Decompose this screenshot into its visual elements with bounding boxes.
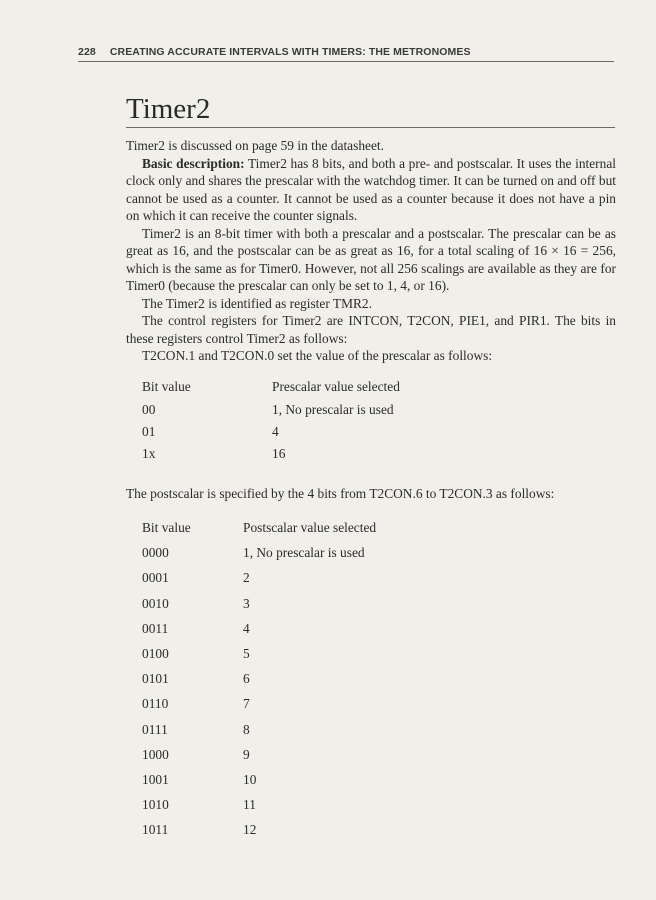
table-cell: 4: [243, 620, 250, 636]
table-cell: 1010: [142, 797, 169, 813]
table-cell: 0111: [142, 721, 168, 737]
table-cell: 0100: [142, 645, 169, 661]
prescalar-table: [142, 379, 400, 468]
paragraph-control-registers: The control registers for Timer2 are INTCON, T2CON, PIE1, and PIR1. The bits in these registers control Timer2 as follows:: [126, 313, 616, 346]
table-row: [142, 646, 376, 671]
table-cell: 12: [243, 822, 257, 838]
table-header-cell: Bit value: [142, 520, 191, 535]
page-number: 228: [78, 46, 96, 58]
table-header-cell: Bit value: [142, 379, 191, 394]
table-row: [142, 671, 376, 696]
table-cell: 3: [243, 595, 250, 611]
paragraph-timer2-scaling: Timer2 is an 8-bit timer with both a prescalar and a postscalar. The prescalar can be as great as 16, and the postscalar can be as great as 16, for a total scaling of 16 × 16 = 256, which is the same as for Timer0. However, not all 256 scalings are available as they are for Timer0 (because the prescalar can only be set to 1, 4, or 16).: [126, 225, 616, 293]
table-header-cell: Postscalar value selected: [243, 520, 377, 535]
table-row: [142, 621, 376, 646]
table-cell: 0000: [142, 545, 169, 561]
table-cell: 0010: [142, 595, 169, 611]
table-cell: 1, No prescalar is used: [243, 545, 365, 561]
table-row: [142, 747, 376, 772]
table-cell: 11: [243, 797, 256, 813]
table-cell: 0011: [142, 620, 169, 636]
table-cell: 01: [142, 424, 156, 439]
body-text: [126, 137, 616, 365]
table-cell: 00: [142, 402, 156, 417]
table-cell: 16: [272, 446, 286, 461]
table-cell: 8: [243, 721, 250, 737]
table-cell: 7: [243, 696, 250, 712]
table-row: [142, 722, 376, 747]
paragraph-prescalar-intro: T2CON.1 and T2CON.0 set the value of the prescalar as follows:: [142, 348, 493, 363]
table-row: [142, 570, 376, 595]
table-cell: 2: [243, 570, 250, 586]
table-row: [142, 446, 400, 468]
paragraph-basic-description: [126, 155, 616, 225]
table-cell: 6: [243, 671, 250, 687]
running-header: [78, 46, 614, 62]
table-header-row: [142, 520, 376, 545]
table-cell: 0001: [142, 570, 169, 586]
table-row: [142, 596, 376, 621]
table-cell: 0101: [142, 671, 169, 687]
postscalar-table: [142, 520, 376, 847]
table-cell: 10: [243, 771, 257, 787]
table-cell: 1, No prescalar is used: [272, 402, 394, 417]
table-header-cell: Prescalar value selected: [272, 379, 400, 394]
table-cell: 1011: [142, 822, 169, 838]
table-header-row: [142, 379, 400, 402]
section-title: Timer2: [126, 92, 615, 128]
table-cell: 1x: [142, 446, 156, 461]
table-row: [142, 545, 376, 570]
table-cell: 4: [272, 424, 279, 439]
postscalar-intro: The postscalar is specified by the 4 bits from T2CON.6 to T2CON.3 as follows:: [126, 486, 555, 501]
table-cell: 0110: [142, 696, 169, 712]
table-cell: 9: [243, 746, 250, 762]
table-row: [142, 696, 376, 721]
table-row: [142, 772, 376, 797]
table-row: [142, 424, 400, 446]
table-row: [142, 402, 400, 424]
basic-description-label: Basic description:: [142, 155, 245, 171]
table-cell: 5: [243, 645, 250, 661]
table-cell: 1000: [142, 746, 169, 762]
table-cell: 1001: [142, 771, 169, 787]
basic-description-text: Timer2 has 8 bits, and both a pre- and postscalar. It uses the internal clock only and shares the prescalar with the watchdog timer. It can be turned on and off but cannot be used as a counter. It cannot be used as a counter because it does not have a pin on which it can receive the counter signals.: [126, 155, 616, 223]
paragraph-tmr2: The Timer2 is identified as register TMR2.: [142, 295, 372, 311]
table-row: [142, 822, 376, 847]
running-title: CREATING ACCURATE INTERVALS WITH TIMERS: THE METRONOMES: [109, 46, 471, 58]
paragraph-datasheet-ref: Timer2 is discussed on page 59 in the datasheet.: [126, 138, 384, 153]
table-row: [142, 797, 376, 822]
